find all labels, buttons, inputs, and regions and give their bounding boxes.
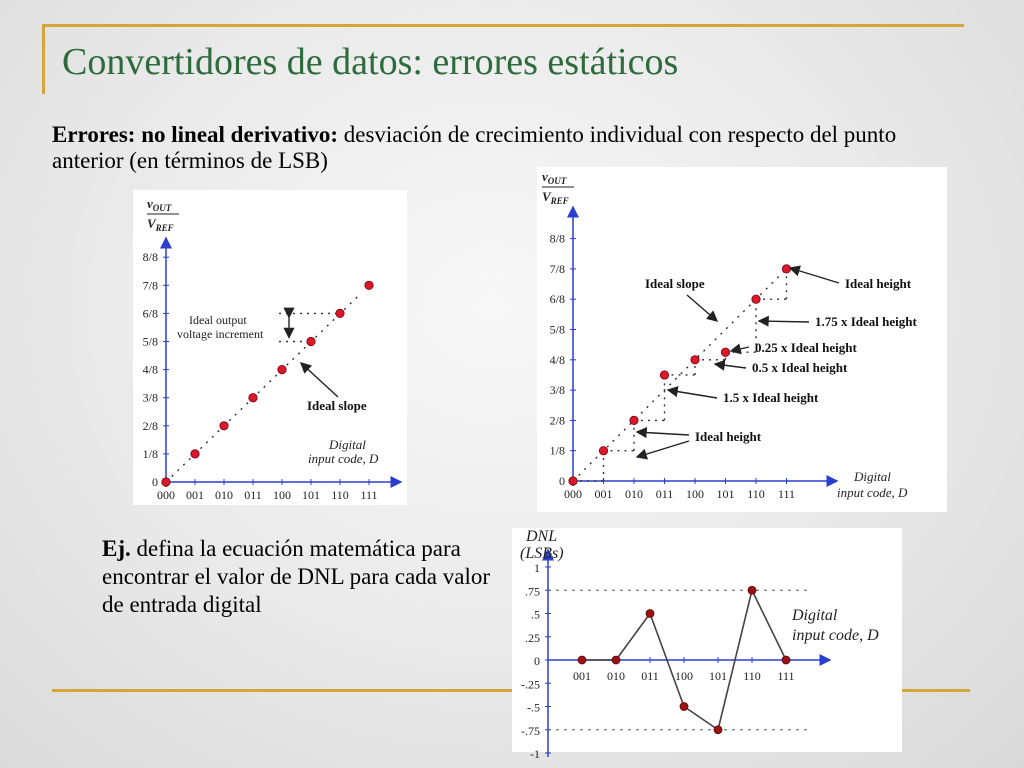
fig2-x-tick-label: 111 (777, 487, 796, 501)
intro-text: desviación de crecimiento individual con respecto del punto anterior (en términos de LSB) (52, 122, 897, 173)
fig3-y-tick-label: .75 (525, 584, 540, 599)
fig1-y-tick-label: 1/8 (142, 446, 158, 461)
fig1-x-tick-label: 010 (215, 488, 233, 502)
fig2-data-point (752, 295, 760, 303)
fig3-x-tick-label: 110 (743, 669, 761, 683)
fig3-y-tick-label: .5 (531, 607, 540, 622)
fig1-x-label-1: Digital (329, 437, 366, 452)
fig2-y-tick-label: 4/8 (549, 352, 565, 367)
fig2-y-tick-label: 6/8 (549, 292, 565, 307)
fig2-data-point (782, 265, 790, 273)
fig1-data-point (191, 450, 199, 458)
figure-dnl-transfer-svg (537, 167, 947, 512)
fig1-x-tick-label: 001 (186, 488, 204, 502)
fig1-y-tick-label: 5/8 (142, 334, 158, 349)
fig2-x-label-1: Digital (854, 469, 891, 484)
fig1-data-point (336, 309, 344, 317)
fig2-ideal-height-top-arrow (790, 268, 839, 283)
fig3-x-tick-label: 111 (777, 669, 795, 683)
fig3-y-tick-label: -.5 (527, 700, 540, 715)
fig2-ideal-height-bottom-arrow2 (637, 441, 689, 457)
fig3-y-tick-label: .25 (525, 630, 540, 645)
fig2-annotation-ideal-height-bottom: Ideal height (695, 429, 762, 444)
fig2-x-tick-label: 011 (655, 487, 674, 501)
fig3-data-point (782, 656, 790, 664)
fig2-data-point (691, 356, 699, 364)
fig1-y-tick-label: 0 (152, 475, 158, 489)
fig1-data-point (278, 365, 286, 373)
figure-dnl-plot (512, 528, 902, 761)
fig1-y-label-top: $v_{OUT}$ (147, 196, 172, 213)
fig3-x-label-1: Digital (792, 607, 838, 624)
fig1-x-tick-label: 101 (302, 488, 320, 502)
fig3-y-tick-label: -.25 (521, 677, 540, 692)
fig2-y-tick-label: 7/8 (549, 261, 565, 276)
fig1-x-tick-label: 111 (360, 488, 378, 502)
fig3-data-point (578, 656, 586, 664)
fig1-x-label-2: input code, D (308, 451, 379, 466)
fig1-y-tick-label: 8/8 (142, 250, 158, 265)
fig1-x-tick-label: 000 (157, 488, 175, 502)
fig2-data-point (721, 348, 729, 356)
fig2-y-tick-label: 0 (559, 474, 565, 488)
left-accent-line (42, 24, 45, 94)
fig1-data-point (162, 478, 170, 486)
fig2-x-tick-label: 001 (594, 487, 613, 501)
fig1-data-point (249, 394, 257, 402)
fig3-y-tick-label: -1 (530, 747, 540, 761)
intro-bold: Errores: no lineal derivativo: (52, 122, 338, 147)
fig2-data-point (569, 477, 577, 485)
fig1-x-tick-label: 100 (273, 488, 291, 502)
fig3-y-tick-label: 1 (534, 561, 540, 575)
fig3-data-point (680, 703, 688, 711)
fig3-x-tick-label: 101 (709, 669, 727, 683)
fig3-y-label-1: DNL (526, 528, 558, 545)
top-accent-line (42, 24, 964, 27)
fig1-annotation-voltage-increment: voltage increment (177, 327, 264, 341)
fig3-series-segment (616, 614, 650, 661)
example-bold: Ej. (102, 536, 131, 561)
fig1-y-tick-label: 6/8 (142, 306, 158, 321)
example-paragraph (102, 535, 492, 619)
fig2-x-label-2: input code, D (837, 485, 908, 500)
fig2-y-tick-label: 8/8 (549, 231, 565, 246)
fig2-y-tick-label: 1/8 (549, 443, 565, 458)
fig1-data-point (220, 422, 228, 430)
fig2-05-arrow (715, 364, 746, 368)
fig2-slope-arrow (687, 295, 717, 321)
fig2-x-tick-label: 010 (625, 487, 643, 501)
fig2-y-label-top: $v_{OUT}$ (542, 169, 567, 186)
fig2-y-label-bottom: $V_{REF}$ (542, 189, 569, 206)
fig2-x-tick-label: 100 (686, 487, 704, 501)
fig2-data-point (599, 447, 607, 455)
fig1-y-label-bottom: $V_{REF}$ (147, 216, 174, 233)
fig2-annotation-15: 1.5 x Ideal height (723, 390, 819, 405)
figure-dnl-transfer (537, 167, 947, 512)
fig2-y-tick-label: 2/8 (549, 413, 565, 428)
fig2-175-arrow (759, 321, 809, 322)
fig1-x-tick-label: 110 (331, 488, 349, 502)
fig1-y-tick-label: 2/8 (142, 418, 158, 433)
fig2-15-arrow (668, 390, 717, 398)
fig2-annotation-025: 0.25 x Ideal height (755, 340, 857, 355)
fig3-data-point (646, 610, 654, 618)
fig2-x-tick-label: 000 (564, 487, 582, 501)
fig3-x-tick-label: 011 (641, 669, 659, 683)
fig3-x-tick-label: 100 (675, 669, 693, 683)
fig2-data-point (660, 371, 668, 379)
fig2-025-arrow (731, 347, 749, 351)
fig1-y-tick-label: 4/8 (142, 362, 158, 377)
fig1-y-tick-label: 7/8 (142, 278, 158, 293)
fig2-annotation-ideal-height-top: Ideal height (845, 276, 912, 291)
fig3-data-point (612, 656, 620, 664)
fig2-ideal-height-bottom-arrow1 (637, 432, 689, 435)
fig2-annotation-ideal-slope: Ideal slope (645, 276, 705, 291)
fig3-data-point (748, 586, 756, 594)
fig2-y-tick-label: 3/8 (549, 383, 565, 398)
fig3-series-segment (684, 707, 718, 730)
fig3-x-tick-label: 001 (573, 669, 591, 683)
fig1-y-tick-label: 3/8 (142, 390, 158, 405)
fig3-data-point (714, 726, 722, 734)
fig1-x-tick-label: 011 (244, 488, 262, 502)
fig3-y-tick-label: 0 (534, 654, 540, 668)
slide-title: Convertidores de datos: errores estáticos (62, 41, 679, 83)
figure-dnl-plot-svg (512, 528, 902, 761)
fig2-annotation-05: 0.5 x Ideal height (752, 360, 848, 375)
fig2-annotation-175: 1.75 x Ideal height (815, 314, 917, 329)
fig1-data-point (307, 337, 315, 345)
fig3-series-segment (752, 590, 786, 660)
fig3-x-tick-label: 010 (607, 669, 625, 683)
fig2-data-point (630, 416, 638, 424)
example-text: defina la ecuación matemática para encontrar el valor de DNL para cada valor de entrada digital (102, 536, 491, 617)
fig3-y-label-2: (LSBs) (520, 545, 564, 562)
fig1-slope-arrow (301, 363, 338, 397)
figure-ideal-transfer (133, 190, 407, 505)
fig3-x-label-2: input code, D (792, 627, 879, 644)
fig2-x-tick-label: 101 (716, 487, 735, 501)
fig2-y-tick-label: 5/8 (549, 322, 565, 337)
fig1-data-point (365, 281, 373, 289)
figure-ideal-transfer-svg (133, 190, 407, 505)
fig3-y-tick-label: -.75 (521, 723, 540, 738)
fig2-x-tick-label: 110 (747, 487, 765, 501)
fig1-annotation-ideal-slope: Ideal slope (307, 398, 367, 413)
fig1-annotation-ideal-output: Ideal output (189, 313, 247, 327)
